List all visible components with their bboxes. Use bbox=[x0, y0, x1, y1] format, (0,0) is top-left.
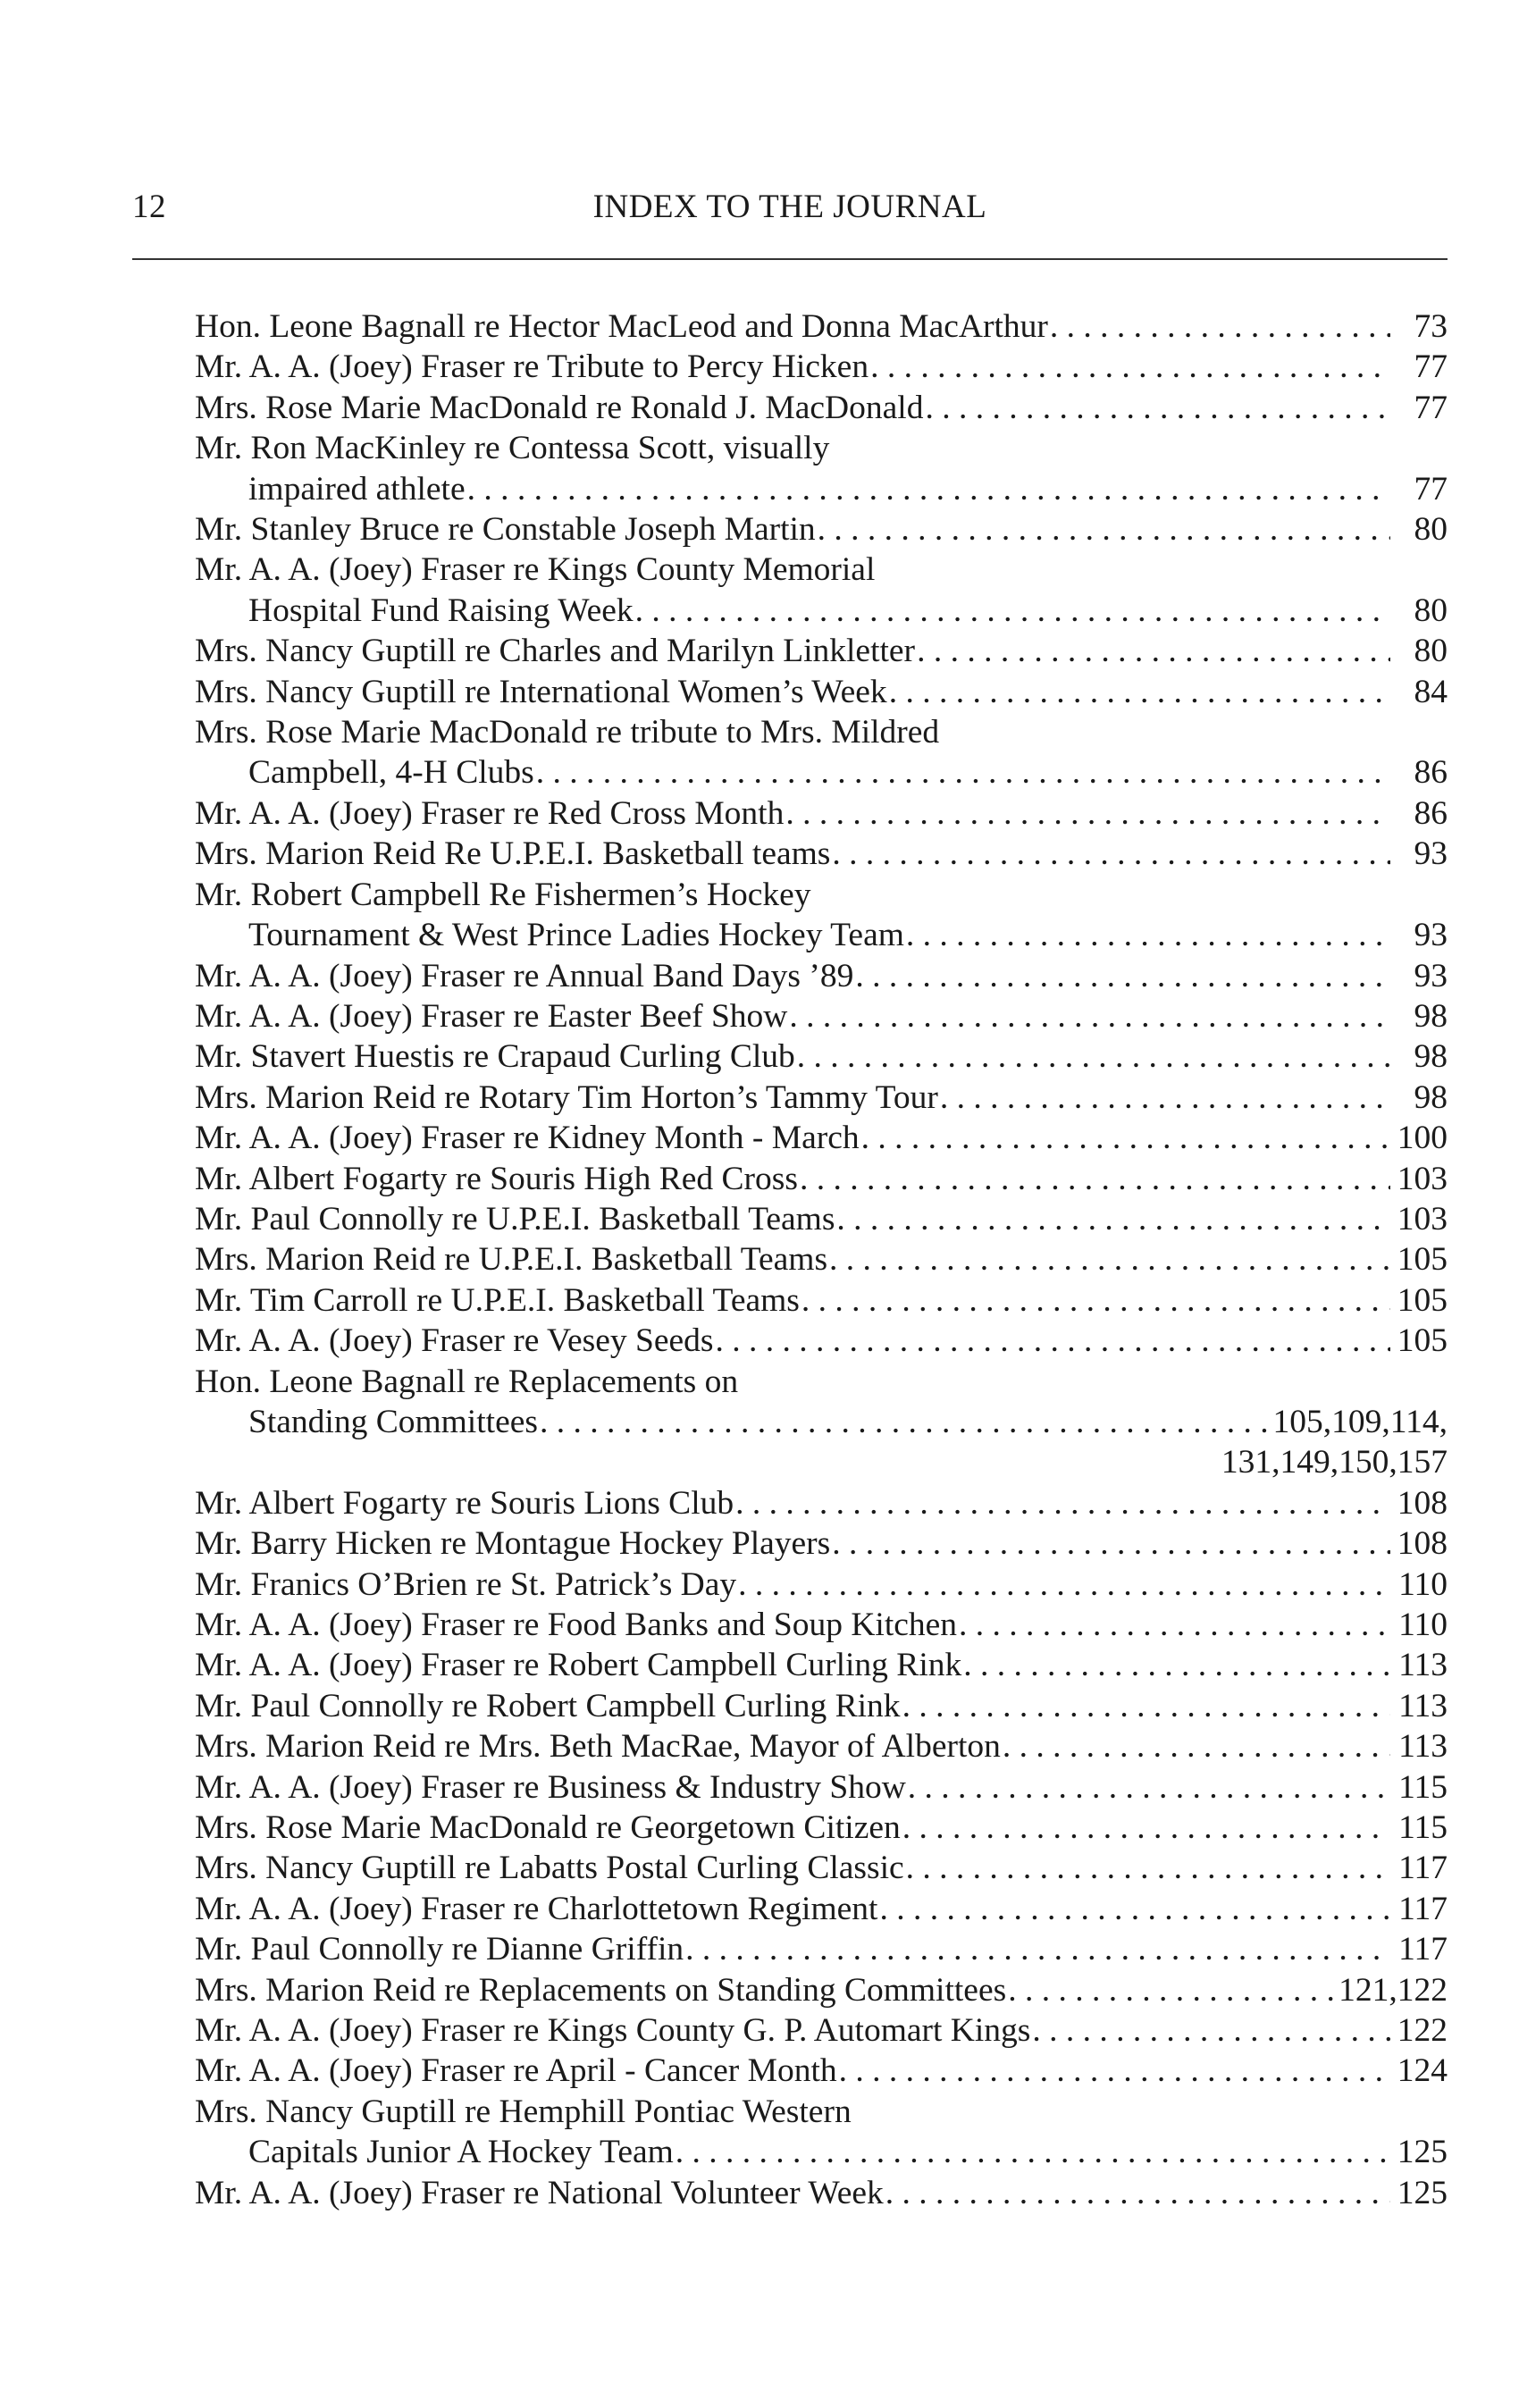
index-entry bbox=[195, 2092, 1448, 2173]
entry-page-numbers: 77 bbox=[1414, 470, 1448, 508]
dot-leader bbox=[940, 1078, 1390, 1118]
entry-line bbox=[195, 1929, 1448, 1969]
entry-page-numbers: 108 bbox=[1397, 1484, 1448, 1522]
entry-page-numbers: 113 bbox=[1398, 1728, 1448, 1766]
entry-line bbox=[195, 1078, 1448, 1118]
entry-line bbox=[195, 509, 1448, 550]
entry-line bbox=[195, 712, 1448, 752]
dot-leader bbox=[715, 1321, 1390, 1361]
entry-page-numbers: 105 bbox=[1397, 1322, 1448, 1360]
entry-page-numbers: 93 bbox=[1414, 957, 1448, 994]
entry-line bbox=[195, 2010, 1448, 2051]
entry-subject: Mr. A. A. (Joey) Fraser re Easter Beef Show bbox=[195, 997, 788, 1035]
dot-leader bbox=[785, 793, 1390, 834]
index-entry bbox=[195, 996, 1448, 1036]
dot-leader bbox=[540, 1402, 1270, 1442]
dot-leader bbox=[789, 996, 1390, 1036]
entry-page-numbers: 84 bbox=[1414, 673, 1448, 710]
entry-page-numbers: 86 bbox=[1414, 794, 1448, 832]
entry-subject: Mrs. Marion Reid Re U.P.E.I. Basketball teams bbox=[195, 835, 831, 873]
index-entry bbox=[195, 631, 1448, 671]
entry-continuation-line bbox=[195, 2132, 1448, 2172]
entry-page-numbers: 93 bbox=[1414, 917, 1448, 954]
dot-leader bbox=[1032, 2010, 1390, 2051]
index-entry bbox=[195, 1565, 1448, 1605]
entry-subject: Mr. Tim Carroll re U.P.E.I. Basketball Teams bbox=[195, 1281, 800, 1319]
entry-subject: Mr. A. A. (Joey) Fraser re Red Cross Month bbox=[195, 794, 785, 832]
entry-subject: Mr. A. A. (Joey) Fraser re Kings County Memorial bbox=[195, 551, 876, 589]
dot-leader bbox=[1003, 1726, 1390, 1766]
entry-page-numbers: 98 bbox=[1414, 1078, 1448, 1116]
entry-page-numbers: 105 bbox=[1397, 1281, 1448, 1319]
entry-page-numbers: 110 bbox=[1398, 1565, 1448, 1603]
entry-subject: Mr. Robert Campbell Re Fishermen’s Hockey bbox=[195, 876, 811, 913]
entry-subject: Hospital Fund Raising Week bbox=[248, 592, 634, 629]
entry-subject: Mrs. Rose Marie MacDonald re tribute to Mrs. Mildred bbox=[195, 714, 940, 751]
entry-page-numbers: 125 bbox=[1397, 2134, 1448, 2171]
index-entry bbox=[195, 2051, 1448, 2091]
entry-line bbox=[195, 1686, 1448, 1726]
dot-leader bbox=[839, 2051, 1390, 2091]
index-entry bbox=[195, 1321, 1448, 1361]
entry-line bbox=[195, 834, 1448, 874]
entry-subject: Mrs. Rose Marie MacDonald re Georgetown Citizen bbox=[195, 1809, 901, 1847]
index-entry bbox=[195, 1118, 1448, 1158]
dot-leader bbox=[917, 631, 1390, 671]
entry-subject: Mrs. Marion Reid re Mrs. Beth MacRae, Mayor of Alberton bbox=[195, 1728, 1001, 1766]
index-entry bbox=[195, 956, 1448, 996]
index-entry bbox=[195, 347, 1448, 387]
entry-line bbox=[195, 1280, 1448, 1321]
entry-line bbox=[195, 1321, 1448, 1361]
entry-subject: Mr. Albert Fogarty re Souris Lions Club bbox=[195, 1484, 734, 1522]
entry-page-numbers: 117 bbox=[1398, 1890, 1448, 1927]
dot-leader bbox=[889, 672, 1390, 712]
index-entry bbox=[195, 509, 1448, 550]
index-entry bbox=[195, 1362, 1448, 1483]
dot-leader bbox=[818, 509, 1390, 550]
entry-line bbox=[195, 1970, 1448, 2010]
index-entry bbox=[195, 1239, 1448, 1280]
entry-line bbox=[195, 428, 1448, 468]
entry-continuation-line bbox=[195, 752, 1448, 793]
entry-line bbox=[195, 672, 1448, 712]
running-title: INDEX TO THE JOURNAL bbox=[592, 189, 987, 225]
entry-page-numbers: 125 bbox=[1397, 2174, 1448, 2211]
dot-leader bbox=[735, 1483, 1390, 1523]
entry-subject: Mr. Barry Hicken re Montague Hockey Players bbox=[195, 1525, 831, 1563]
index-entry bbox=[195, 1686, 1448, 1726]
entry-subject: Mr. Ron MacKinley re Contessa Scott, visually bbox=[195, 430, 830, 467]
entry-subject: Mr. A. A. (Joey) Fraser re Vesey Seeds bbox=[195, 1322, 714, 1360]
entry-line bbox=[195, 1767, 1448, 1808]
index-entry bbox=[195, 1483, 1448, 1523]
entry-continuation-line bbox=[195, 915, 1448, 955]
index-entry bbox=[195, 428, 1448, 509]
entry-page-numbers: 100 bbox=[1397, 1120, 1448, 1157]
entry-page-numbers: 108 bbox=[1397, 1525, 1448, 1563]
index-entry bbox=[195, 1523, 1448, 1564]
dot-leader bbox=[906, 915, 1390, 955]
dot-leader bbox=[635, 591, 1390, 631]
dot-leader bbox=[536, 752, 1390, 793]
entry-subject: Mr. Paul Connolly re U.P.E.I. Basketball Teams bbox=[195, 1200, 835, 1238]
dot-leader bbox=[963, 1645, 1390, 1685]
entry-subject: Capitals Junior A Hockey Team bbox=[248, 2134, 674, 2171]
entry-subject: Mr. A. A. (Joey) Fraser re Charlottetown Regiment bbox=[195, 1890, 878, 1927]
dot-leader bbox=[467, 469, 1390, 509]
entry-page-numbers: 73 bbox=[1414, 308, 1448, 345]
entry-page-numbers: 115 bbox=[1398, 1768, 1448, 1806]
dot-leader bbox=[801, 1280, 1390, 1321]
entry-subject: Mrs. Marion Reid re Rotary Tim Horton’s Tammy Tour bbox=[195, 1078, 938, 1116]
entry-page-numbers: 103 bbox=[1397, 1200, 1448, 1238]
entry-line bbox=[195, 388, 1448, 428]
entry-subject: Mrs. Nancy Guptill re Hemphill Pontiac Western bbox=[195, 2093, 852, 2130]
index-entry bbox=[195, 1726, 1448, 1766]
entry-line bbox=[195, 1889, 1448, 1929]
dot-leader bbox=[902, 1686, 1390, 1726]
entry-line bbox=[195, 1848, 1448, 1888]
dot-leader bbox=[738, 1565, 1390, 1605]
dot-leader bbox=[906, 1848, 1390, 1888]
index-entry bbox=[195, 712, 1448, 793]
index-entry bbox=[195, 1767, 1448, 1808]
entry-line bbox=[195, 1239, 1448, 1280]
entry-page-numbers: 105,109,114, bbox=[1272, 1403, 1448, 1440]
entry-page-numbers: 77 bbox=[1414, 348, 1448, 386]
dot-leader bbox=[855, 956, 1390, 996]
entry-page-numbers: 80 bbox=[1414, 511, 1448, 549]
dot-leader bbox=[870, 347, 1390, 387]
entry-page-numbers: 80 bbox=[1414, 592, 1448, 629]
entry-subject: Mr. A. A. (Joey) Fraser re National Volunteer Week bbox=[195, 2174, 884, 2211]
entry-subject: Mrs. Nancy Guptill re Labatts Postal Curling Classic bbox=[195, 1850, 904, 1887]
index-entry bbox=[195, 1036, 1448, 1077]
entry-page-numbers: 77 bbox=[1414, 389, 1448, 426]
dot-leader bbox=[902, 1808, 1390, 1848]
entry-subject: Mrs. Nancy Guptill re Charles and Marilyn Linkletter bbox=[195, 633, 916, 670]
entry-line bbox=[195, 1036, 1448, 1077]
entry-subject: Mrs. Marion Reid re Replacements on Standing Committees bbox=[195, 1971, 1007, 2009]
entry-line bbox=[195, 2092, 1448, 2132]
dot-leader bbox=[832, 1523, 1390, 1564]
header-rule bbox=[132, 258, 1448, 260]
entry-page-numbers-continued: 131,149,150,157 bbox=[1221, 1444, 1448, 1481]
entry-line bbox=[195, 2173, 1448, 2213]
index-entry bbox=[195, 672, 1448, 712]
entry-line bbox=[195, 1523, 1448, 1564]
index-entry bbox=[195, 1889, 1448, 1929]
dot-leader bbox=[800, 1159, 1390, 1199]
index-entry bbox=[195, 2010, 1448, 2051]
entry-line bbox=[195, 1605, 1448, 1645]
entry-subject: Mr. Franics O’Brien re St. Patrick’s Day bbox=[195, 1565, 737, 1603]
dot-leader bbox=[1050, 306, 1390, 347]
entry-subject: Hon. Leone Bagnall re Replacements on bbox=[195, 1363, 739, 1400]
entry-subject: Mrs. Nancy Guptill re International Women’s Week bbox=[195, 673, 887, 710]
index-entry bbox=[195, 388, 1448, 428]
entry-subject: Mr. A. A. (Joey) Fraser re Food Banks and Soup Kitchen bbox=[195, 1607, 958, 1643]
entry-subject: Mr. A. A. (Joey) Fraser re Kidney Month - March bbox=[195, 1120, 860, 1157]
dot-leader bbox=[685, 1929, 1390, 1969]
entry-line bbox=[195, 550, 1448, 590]
dot-leader bbox=[908, 1767, 1390, 1808]
index-list bbox=[195, 306, 1448, 2213]
entry-line bbox=[195, 1362, 1448, 1402]
entry-subject: Mr. A. A. (Joey) Fraser re Tribute to Percy Hicken bbox=[195, 348, 869, 386]
dot-leader bbox=[676, 2132, 1390, 2172]
entry-subject: Mr. Paul Connolly re Robert Campbell Curling Rink bbox=[195, 1687, 901, 1724]
index-entry bbox=[195, 1605, 1448, 1645]
index-entry bbox=[195, 1199, 1448, 1239]
entry-page-numbers: 117 bbox=[1398, 1850, 1448, 1887]
entry-line bbox=[195, 1726, 1448, 1766]
index-entry bbox=[195, 793, 1448, 834]
entry-continuation-line bbox=[195, 591, 1448, 631]
entry-page-numbers: 121,122 bbox=[1339, 1971, 1448, 2009]
entry-subject: Hon. Leone Bagnall re Hector MacLeod and Donna MacArthur bbox=[195, 308, 1048, 345]
index-entry bbox=[195, 834, 1448, 874]
entry-line bbox=[195, 347, 1448, 387]
index-entry bbox=[195, 1280, 1448, 1321]
entry-page-numbers: 117 bbox=[1398, 1931, 1448, 1968]
entry-subject: Mr. A. A. (Joey) Fraser re Kings County G. P. Automart Kings bbox=[195, 2012, 1031, 2050]
entry-line bbox=[195, 306, 1448, 347]
entry-subject: Campbell, 4-H Clubs bbox=[248, 754, 534, 792]
index-entry bbox=[195, 1078, 1448, 1118]
entry-line bbox=[195, 1483, 1448, 1523]
index-entry bbox=[195, 1929, 1448, 1969]
dot-leader bbox=[829, 1239, 1390, 1280]
entry-page-numbers: 122 bbox=[1397, 2012, 1448, 2050]
dot-leader bbox=[885, 2173, 1390, 2213]
dot-leader bbox=[836, 1199, 1390, 1239]
entry-line bbox=[195, 1808, 1448, 1848]
page-number: 12 bbox=[132, 189, 166, 225]
entry-line bbox=[195, 1159, 1448, 1199]
entry-subject: Tournament & West Prince Ladies Hockey Team bbox=[248, 917, 904, 954]
dot-leader bbox=[959, 1605, 1390, 1645]
entry-line bbox=[195, 1118, 1448, 1158]
entry-subject: impaired athlete bbox=[248, 470, 466, 508]
entry-subject: Mr. Paul Connolly re Dianne Griffin bbox=[195, 1931, 684, 1968]
entry-subject: Mr. A. A. (Joey) Fraser re Robert Campbell Curling Rink bbox=[195, 1647, 962, 1684]
entry-page-numbers: 98 bbox=[1414, 1038, 1448, 1076]
index-entry bbox=[195, 1970, 1448, 2010]
entry-line bbox=[195, 1199, 1448, 1239]
entry-subject: Mr. A. A. (Joey) Fraser re Business & Industry Show bbox=[195, 1768, 906, 1806]
entry-line bbox=[195, 793, 1448, 834]
dot-leader bbox=[879, 1889, 1390, 1929]
entry-subject: Mrs. Rose Marie MacDonald re Ronald J. MacDonald bbox=[195, 389, 924, 426]
entry-subject: Mr. A. A. (Joey) Fraser re April - Cancer Month bbox=[195, 2052, 837, 2090]
entry-page-numbers: 98 bbox=[1414, 997, 1448, 1035]
dot-leader bbox=[832, 834, 1390, 874]
entry-line bbox=[195, 956, 1448, 996]
entry-page-numbers: 80 bbox=[1414, 633, 1448, 670]
index-entry bbox=[195, 1808, 1448, 1848]
entry-page-numbers: 110 bbox=[1398, 1607, 1448, 1643]
page-header bbox=[132, 188, 1448, 241]
entry-page-numbers: 86 bbox=[1414, 754, 1448, 792]
entry-page-numbers: 115 bbox=[1398, 1809, 1448, 1847]
entry-subject: Mr. Albert Fogarty re Souris High Red Cross bbox=[195, 1160, 798, 1197]
entry-continuation-line bbox=[195, 1402, 1448, 1442]
entry-page-numbers: 113 bbox=[1398, 1687, 1448, 1724]
dot-leader bbox=[1008, 1970, 1335, 2010]
index-entry bbox=[195, 550, 1448, 631]
entry-subject: Mr. Stanley Bruce re Constable Joseph Martin bbox=[195, 511, 816, 549]
index-entry bbox=[195, 1848, 1448, 1888]
dot-leader bbox=[925, 388, 1390, 428]
index-entry bbox=[195, 2173, 1448, 2213]
entry-subject: Standing Committees bbox=[248, 1403, 538, 1440]
index-entry bbox=[195, 1645, 1448, 1685]
entry-page-numbers: 103 bbox=[1397, 1160, 1448, 1197]
dot-leader bbox=[797, 1036, 1390, 1077]
entry-page-numbers: 124 bbox=[1397, 2052, 1448, 2090]
entry-line bbox=[195, 1565, 1448, 1605]
index-entry bbox=[195, 875, 1448, 956]
entry-continuation-line bbox=[195, 469, 1448, 509]
entry-subject: Mr. A. A. (Joey) Fraser re Annual Band Days ’89 bbox=[195, 957, 854, 994]
entry-page-numbers: 113 bbox=[1398, 1647, 1448, 1684]
entry-page-numbers: 93 bbox=[1414, 835, 1448, 873]
index-entry bbox=[195, 1159, 1448, 1199]
entry-line bbox=[195, 1645, 1448, 1685]
entry-subject: Mrs. Marion Reid re U.P.E.I. Basketball Teams bbox=[195, 1241, 828, 1279]
entry-page-numbers: 105 bbox=[1397, 1241, 1448, 1279]
entry-line bbox=[195, 875, 1448, 915]
entry-subject: Mr. Stavert Huestis re Crapaud Curling Club bbox=[195, 1038, 795, 1076]
entry-line bbox=[195, 631, 1448, 671]
index-entry bbox=[195, 306, 1448, 347]
entry-line bbox=[195, 996, 1448, 1036]
entry-line bbox=[195, 2051, 1448, 2091]
dot-leader bbox=[861, 1118, 1390, 1158]
